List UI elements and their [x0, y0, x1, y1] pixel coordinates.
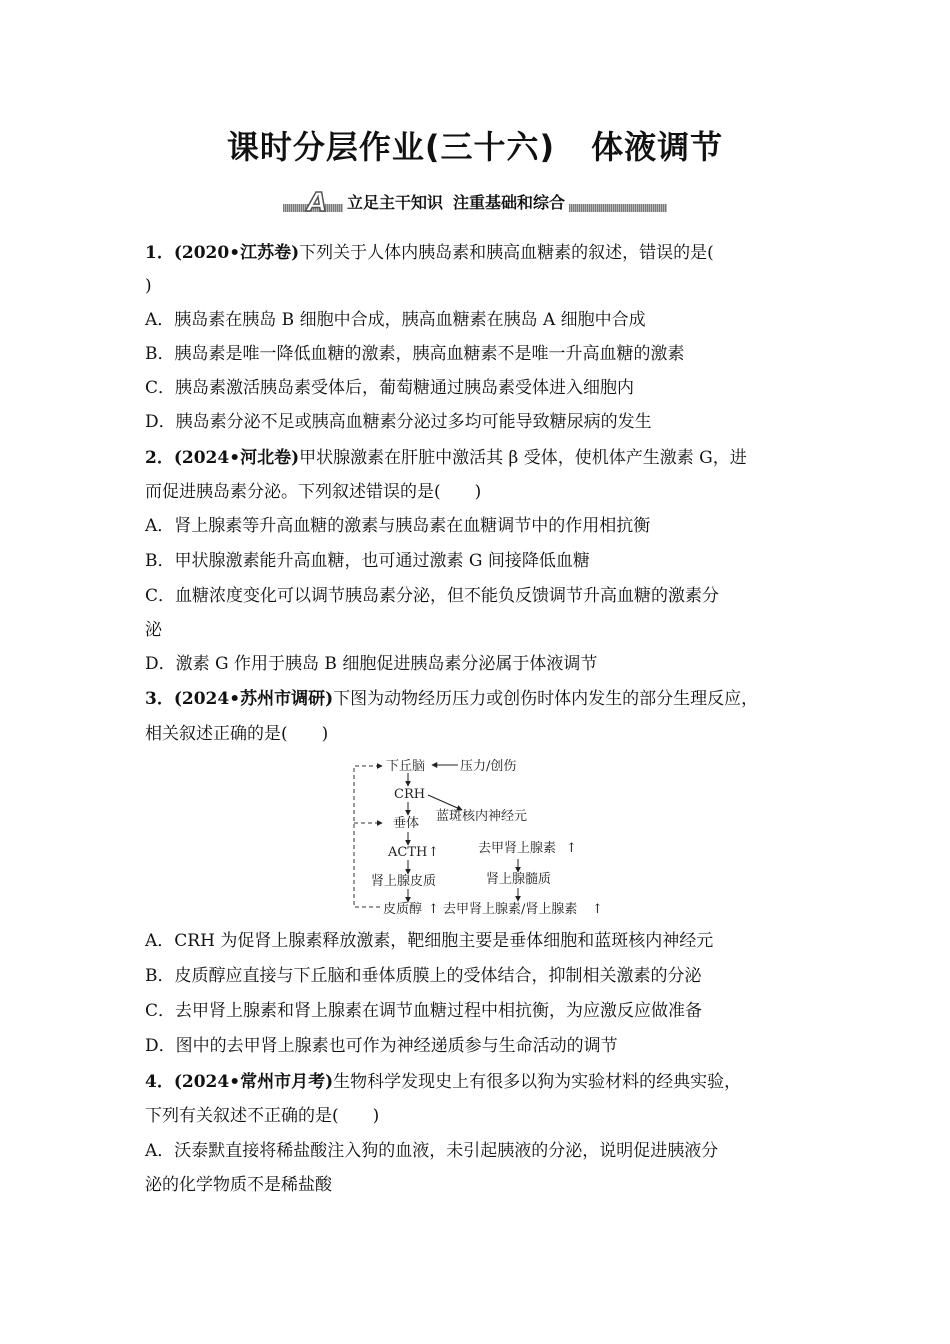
cortisol-up-arrow-icon: ↑ [428, 902, 439, 917]
epi-up-arrow-icon: ↑ [592, 902, 603, 917]
node-pituitary: 垂体 [393, 816, 420, 831]
node-stress: 压力/创伤 [460, 759, 517, 774]
acth-up-arrow-icon: ↑ [428, 845, 439, 860]
section-banner [283, 190, 667, 216]
q1-option-b: B．胰岛素是唯一降低血糖的激素，胰高血糖素不是唯一升高血糖的激素 [145, 344, 685, 364]
banner-label [343, 190, 569, 216]
q3-option-c: C．去甲肾上腺素和肾上腺素在调节血糖过程中相抗衡，为应激反应做准备 [145, 1001, 703, 1021]
node-cortisol: 皮质醇 [383, 902, 423, 917]
title-topic: 体液调节 [591, 128, 724, 166]
norepi-up-arrow-icon: ↑ [566, 841, 577, 856]
q2-source: (2024•河北卷) [173, 448, 300, 468]
q1-stem-line2: ) [145, 276, 152, 296]
node-epinephrine: 去甲肾上腺素/肾上腺素 [443, 902, 578, 917]
q4-number: 4． [145, 1072, 174, 1092]
q3-option-b: B．皮质醇应直接与下丘脑和垂体质膜上的受体结合，抑制相关激素的分泌 [145, 966, 702, 986]
q2-stem-line2: 而促进胰岛素分泌。下列叙述错误的是( ) [145, 482, 482, 502]
q3-source: (2024•苏州市调研) [173, 689, 334, 709]
q3-option-a: A．CRH 为促肾上腺素释放激素，靶细胞主要是垂体细胞和蓝斑核内神经元 [145, 931, 714, 951]
title-main: 课时分层作业(三十六) [226, 128, 556, 166]
q2-stem [145, 447, 747, 469]
q2-option-b: B．甲状腺激素能升高血糖，也可通过激素 G 间接降低血糖 [145, 551, 590, 571]
q3-stem-text: 下图为动物经历压力或创伤时体内发生的部分生理反应， [333, 689, 759, 709]
banner-label-part1: 立足主干知识 [347, 193, 444, 212]
q2-option-a: A．肾上腺素等升高血糖的激素与胰岛素在血糖调节中的作用相抗衡 [145, 516, 651, 536]
q4-option-a-line2: 泌的化学物质不是稀盐酸 [145, 1175, 332, 1195]
node-acth: ACTH [388, 845, 428, 860]
node-norepi: 去甲肾上腺素 [478, 841, 557, 856]
q4-stem [145, 1071, 741, 1093]
q1-number: 1． [145, 243, 174, 263]
q4-stem-text: 生物科学发现史上有很多以狗为实验材料的经典实验， [333, 1072, 742, 1092]
q4-source: (2024•常州市月考) [173, 1072, 334, 1092]
q1-option-d: D．胰岛素分泌不足或胰高血糖素分泌过多均可能导致糖尿病的发生 [145, 412, 652, 432]
section-a-badge-icon: A [307, 188, 328, 218]
banner-label-part2: 注重基础和综合 [453, 193, 566, 212]
q4-stem-line2: 下列有关叙述不正确的是( ) [145, 1106, 380, 1126]
q1-stem-text: 下列关于人体内胰岛素和胰高血糖素的叙述，错误的是( [299, 243, 714, 263]
node-crh: CRH [394, 787, 426, 802]
q1-option-a: A．胰岛素在胰岛 B 细胞中合成，胰高血糖素在胰岛 A 细胞中合成 [145, 310, 646, 330]
node-cortex: 肾上腺皮质 [371, 874, 437, 889]
q3-stem-line2: 相关叙述正确的是( ) [145, 724, 329, 744]
q2-option-d: D．激素 G 作用于胰岛 B 细胞促进胰岛素分泌属于体液调节 [145, 654, 598, 674]
q3-number: 3． [145, 689, 174, 709]
node-medulla: 肾上腺髓质 [486, 872, 552, 887]
page-title [0, 122, 950, 168]
q3-option-d: D．图中的去甲肾上腺素也可作为神经递质参与生命活动的调节 [145, 1036, 618, 1056]
q4-option-a: A．沃泰默直接将稀盐酸注入狗的血液，未引起胰液的分泌，说明促进胰液分 [145, 1141, 719, 1161]
q1-source: (2020•江苏卷) [173, 243, 300, 263]
q2-option-c-line2: 泌 [145, 620, 162, 640]
q3-stem [145, 688, 758, 710]
q2-stem-text: 甲状腺激素在肝脏中激活其 β 受体，使机体产生激素 G，进 [299, 448, 747, 468]
q1-option-c: C．胰岛素激活胰岛素受体后，葡萄糖通过胰岛素受体进入细胞内 [145, 378, 635, 398]
q2-number: 2． [145, 448, 174, 468]
hormone-flow-diagram [340, 752, 610, 922]
node-locus: 蓝斑核内神经元 [436, 809, 528, 824]
q1-stem [145, 242, 714, 264]
arrow-crh-locus [428, 795, 462, 810]
node-hypothalamus: 下丘脑 [386, 759, 426, 774]
q2-option-c: C．血糖浓度变化可以调节胰岛素分泌，但不能负反馈调节升高血糖的激素分 [145, 586, 720, 606]
